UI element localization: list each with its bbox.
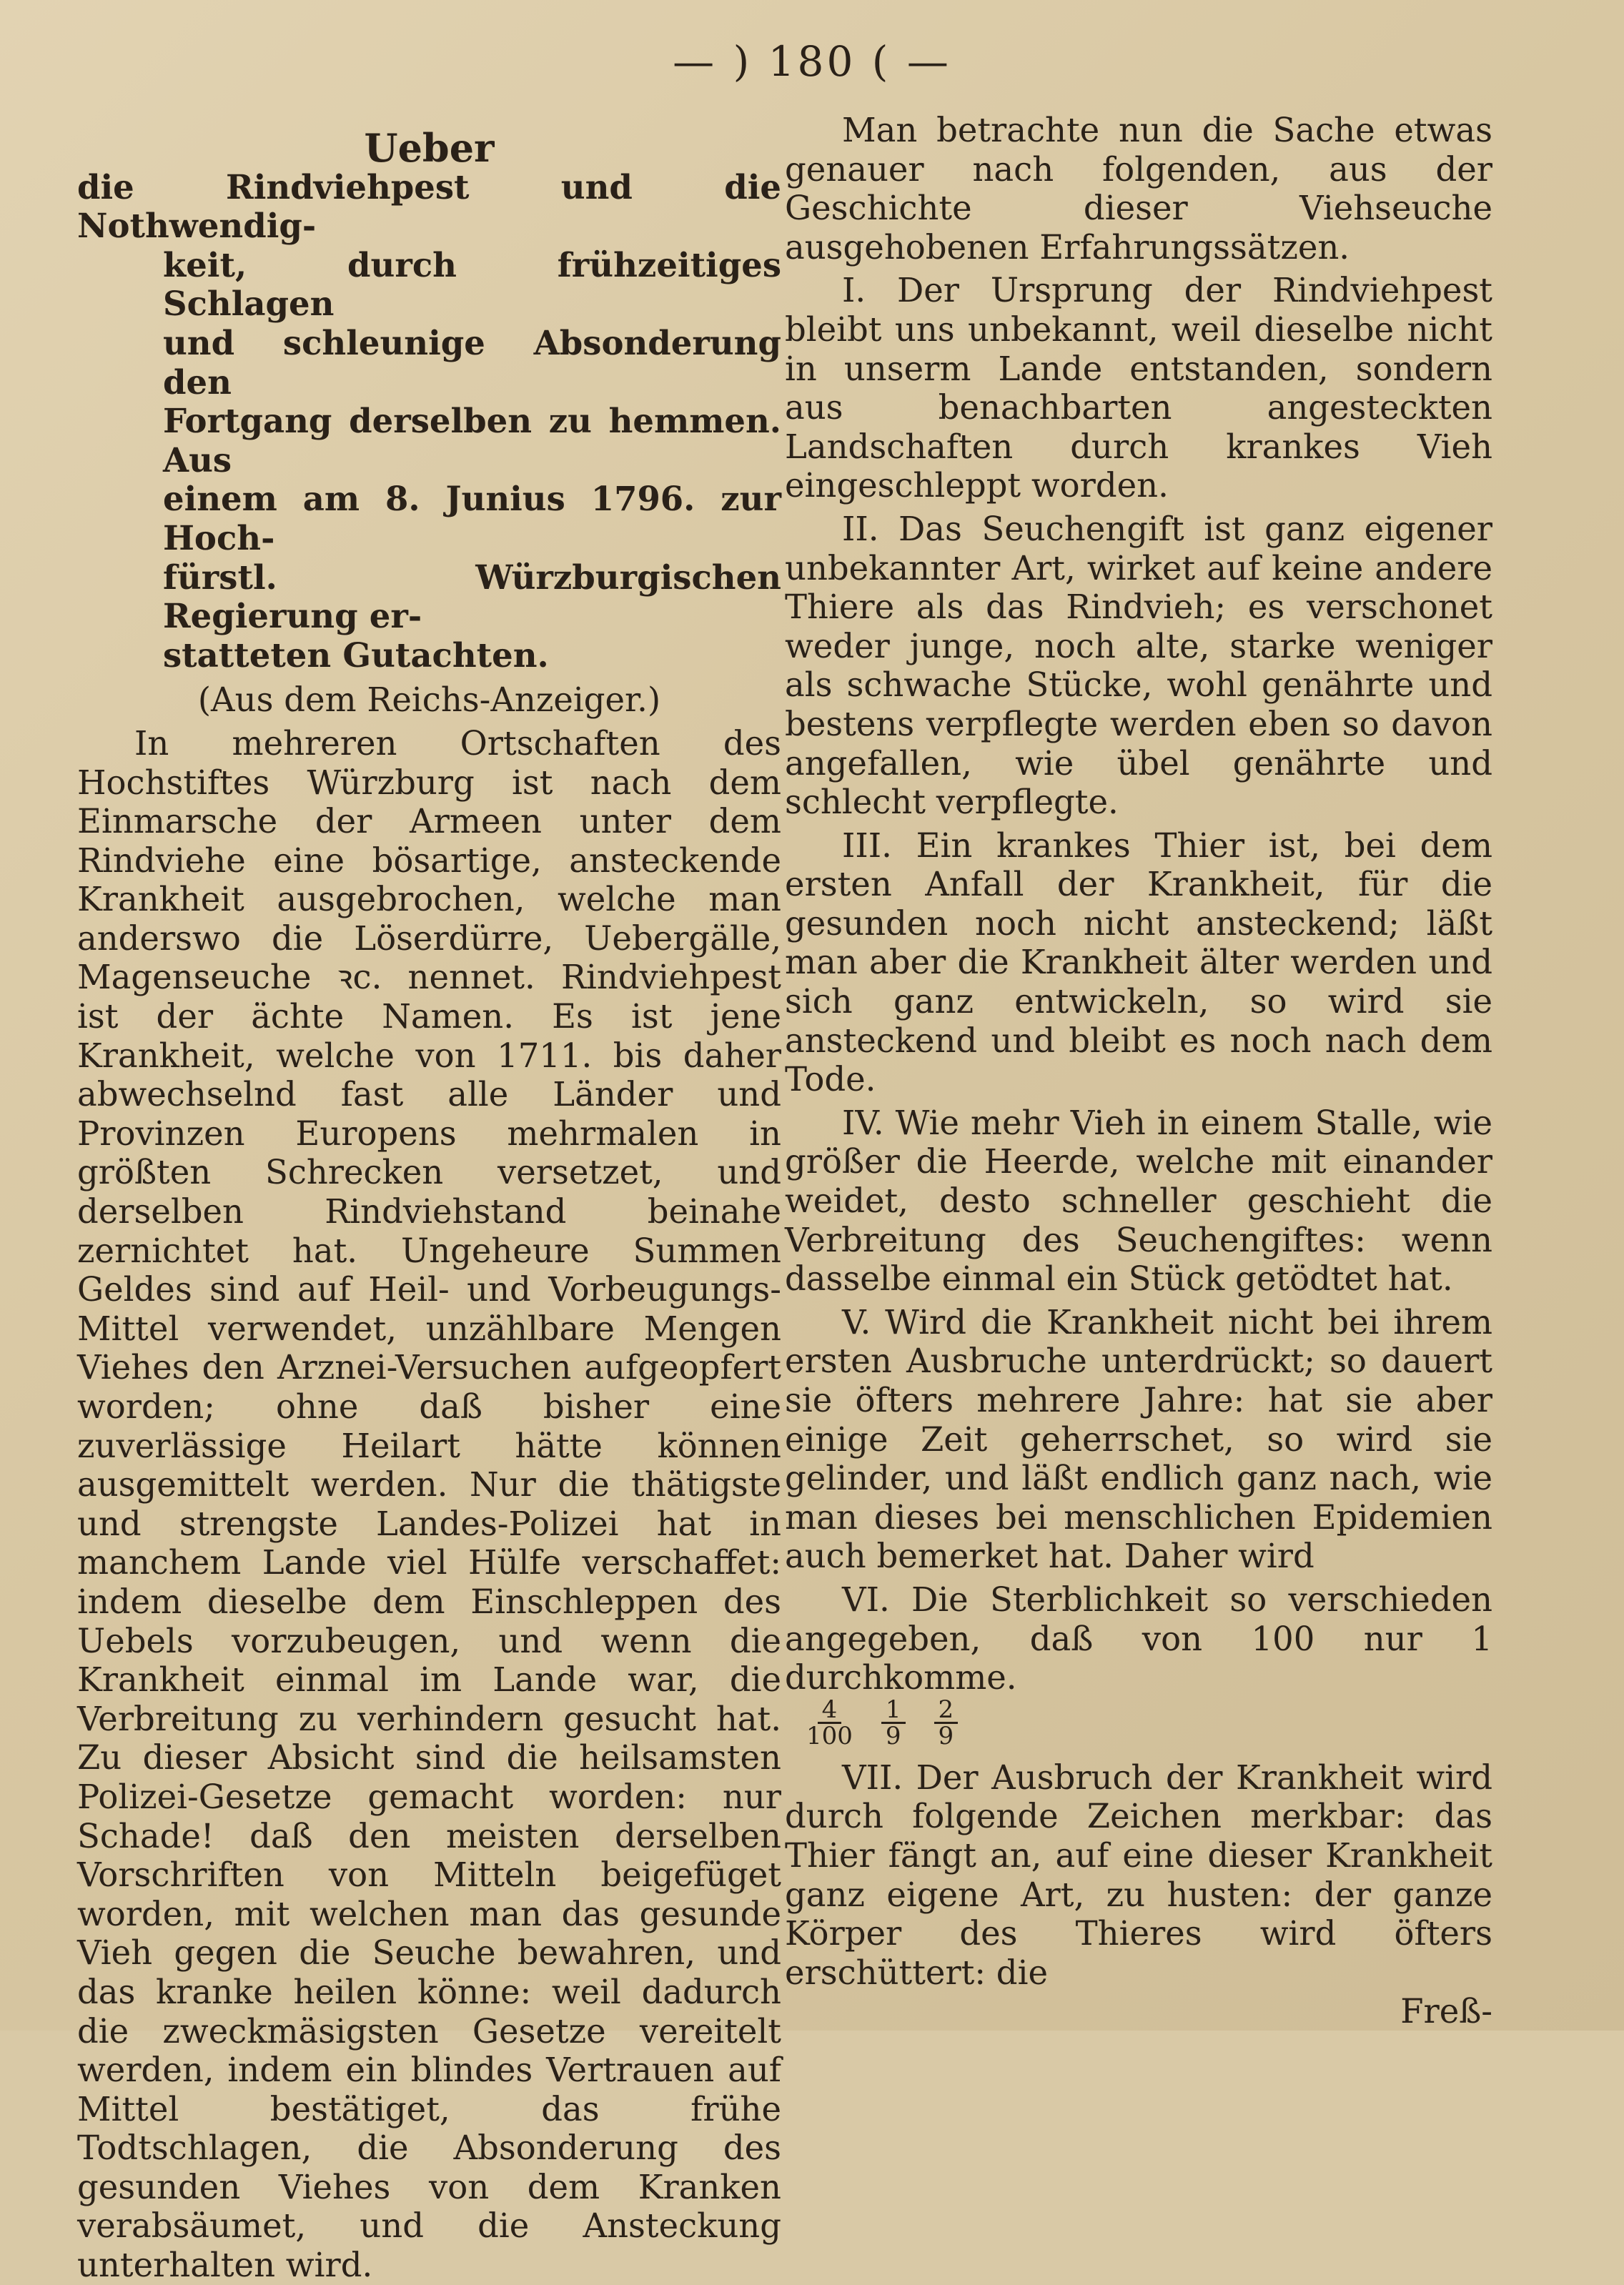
section-6: VI. Die Sterblichkeit so verschieden angegeben, daß von 100 nur 1 durchkomme. (785, 1580, 1492, 1697)
source-note: (Aus dem Reichs-Anzeiger.) (197, 680, 661, 720)
intro-paragraph: Man betrachte nun die Sache etwas genauer nach folgenden, aus der Geschichte dieser Viehseuche ausgehobenen Erfahrungssätzen. (785, 111, 1492, 267)
article-subtitle-line: und schleunige Absonderung den (163, 322, 781, 402)
article-subtitle-line: einem am 8. Junius 1796. zur Hoch- (163, 479, 781, 557)
fraction-numerator: 1 (881, 1697, 906, 1724)
article-subtitle-line: Fortgang derselben zu hemmen. Aus (163, 401, 781, 480)
article-subtitle-line: die Rindviehpest und die Nothwendig- (77, 167, 781, 246)
fraction-denominator: 9 (885, 1721, 901, 1750)
fraction-numerator: 4 (818, 1697, 842, 1724)
article-subtitle-line: fürstl. Würzburgischen Regierung er- (163, 557, 781, 636)
body-paragraph: In mehreren Ortschaften des Hochstiftes Würzburg ist nach dem Einmarsche der Armeen unter dem Rindviehe eine bösartige, ansteckende Krankheit ausgebrochen, welche man anderswo die Löserdürre, Uebergälle, Magenseuche ꝛc. nennet. Rindviehpest ist der ächte Namen. Es ist jene Krankheit, welche von 1711. bis daher abwechselnd fast alle Länder und Provinzen Europens mehrmalen in größten Schrecken versetzet, und derselben Rindviehstand beinahe zernichtet hat. Ungeheure Summen Geldes sind auf Heil- und Vorbeugungs-Mittel verwendet, unzählbare Mengen Viehes den Arznei-Versuchen aufgeopfert worden; ohne daß bisher eine zuverlässige Heilart hätte können ausgemittelt werden. Nur die thätigste und strengste Landes-Polizei hat in manchem Lande viel Hülfe verschaffet: indem dieselbe dem Einschleppen des Uebels vorzubeugen, und wenn die Krankheit einmal im Lande war, die Verbreitung zu verhindern gesucht hat. Zu dieser Absicht sind die heilsamsten Polizei-Gesetze gemacht worden: nur Schade! daß den meisten derselben Vorschriften von Mitteln beigefüget worden, mit welchen man das gesunde Vieh gegen die Seuche bewahren, und das kranke heilen könne: weil dadurch die zweckmäsigsten Gesetze vereitelt werden, indem ein blindes Vertrauen auf Mittel bestätiget, das frühe Todtschlagen, die Absonderung des gesunden Viehes von dem Kranken verabsäumet, und die Ansteckung unterhalten wird. (77, 723, 781, 2285)
section-5: V. Wird die Krankheit nicht bei ihrem ersten Ausbruche unterdrückt; so dauert sie öfters mehrere Jahre: hat sie aber einige Zeit geherrschet, so wird sie gelinder, und läßt endlich ganz nach, wie man dieses bei menschlichen Epidemien auch bemerket hat. Daher wird (785, 1302, 1492, 1576)
fraction-numerator: 2 (934, 1697, 959, 1724)
right-column (785, 111, 1492, 2031)
fraction (934, 1697, 959, 1748)
left-column (77, 122, 781, 2285)
article-subtitle-line: statteten Gutachten. (163, 635, 549, 675)
section-1: I. Der Ursprung der Rindviehpest bleibt uns unbekannt, weil dieselbe nicht in unserm Lande entstanden, sondern aus benachbarten angesteckten Landschaften durch krankes Vieh eingeschleppt worden. (785, 271, 1492, 505)
section-2: II. Das Seuchengift ist ganz eigener unbekannter Art, wirket auf keine andere Thiere als das Rindvieh; es verschonet weder junge, noch alte, starke weniger als schwache Stücke, wohl genährte und bestens verpflegte werden eben so davon angefallen, wie übel genährte und schlecht verpflegte. (785, 509, 1492, 822)
fractions-row (785, 1697, 1492, 1748)
article-subtitle-line: keit, durch frühzeitiges Schlagen (163, 244, 781, 324)
catchword: Freß- (1400, 1992, 1492, 2031)
section-3: III. Ein krankes Thier ist, bei dem ersten Anfall der Krankheit, für die gesunden noch nicht ansteckend; läßt man aber die Krankheit älter werden und sich ganz entwickeln, so wird sie ansteckend und bleibt es noch nach dem Tode. (785, 826, 1492, 1099)
section-7: VII. Der Ausbruch der Krankheit wird durch folgende Zeichen merkbar: das Thier fängt an, auf eine dieser Krankheit ganz eigene Art, zu husten: der ganze Körper des Thieres wird öfters erschüttert: die (785, 1758, 1492, 1992)
section-4: IV. Wie mehr Vieh in einem Stalle, wie größer die Heerde, welche mit einander weidet, desto schneller geschieht die Verbreitung des Seuchengiftes: wenn dasselbe einmal ein Stück getödtet hat. (785, 1103, 1492, 1299)
fraction (881, 1697, 906, 1748)
article-title: Ueber (364, 125, 495, 171)
page-header: — ) 180 ( — (673, 37, 951, 86)
fraction-denominator: 100 (806, 1721, 853, 1750)
fraction-denominator: 9 (938, 1721, 954, 1750)
fraction (806, 1697, 853, 1748)
